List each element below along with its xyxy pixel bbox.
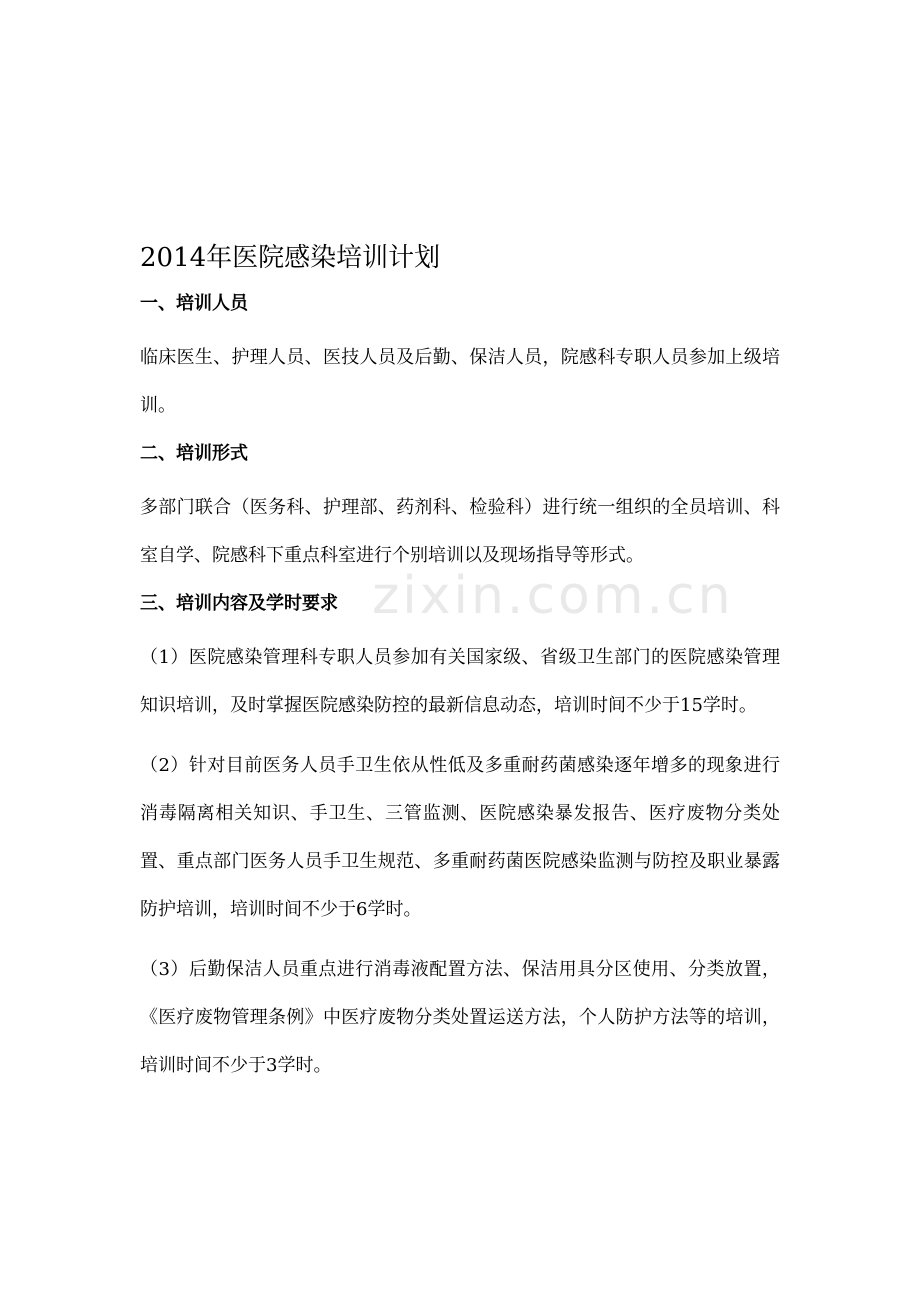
section-paragraph: 临床医生、护理人员、医技人员及后勤、保洁人员，院感科专职人员参加上级培训。 <box>140 347 780 416</box>
watermark: zixin.com.cn <box>372 566 734 626</box>
document-title: 2014年医院感染培训计划 <box>140 243 441 273</box>
section-heading: 三、培训内容及学时要求 <box>140 593 338 614</box>
section-content-hours <box>140 590 780 1090</box>
section-format <box>140 440 780 580</box>
section-paragraph: （1）医院感染管理科专职人员参加有关国家级、省级卫生部门的医院感染管理知识培训，及时掌握医院感染防控的最新信息动态，培训时间不少于15学时。 <box>140 647 780 716</box>
document-body <box>140 238 780 1102</box>
section-paragraph: 多部门联合（医务科、护理部、药剂科、检验科）进行统一组织的全员培训、科室自学、院感科下重点科室进行个别培训以及现场指导等形式。 <box>140 497 780 566</box>
section-paragraph: （2）针对目前医务人员手卫生依从性低及多重耐药菌感染逐年增多的现象进行消毒隔离相关知识、手卫生、三管监测、医院感染暴发报告、医疗废物分类处置、重点部门医务人员手卫生规范、多重耐药菌医院感染监测与防控及职业暴露防护培训，培训时间不少于6学时。 <box>140 755 780 920</box>
section-heading: 一、培训人员 <box>140 293 248 314</box>
section-heading: 二、培训形式 <box>140 443 248 464</box>
section-paragraph: （3）后勤保洁人员重点进行消毒液配置方法、保洁用具分区使用、分类放置，《医疗废物管理条例》中医疗废物分类处置运送方法，个人防护方法等的培训，培训时间不少于3学时。 <box>140 959 780 1076</box>
section-personnel <box>140 290 780 430</box>
